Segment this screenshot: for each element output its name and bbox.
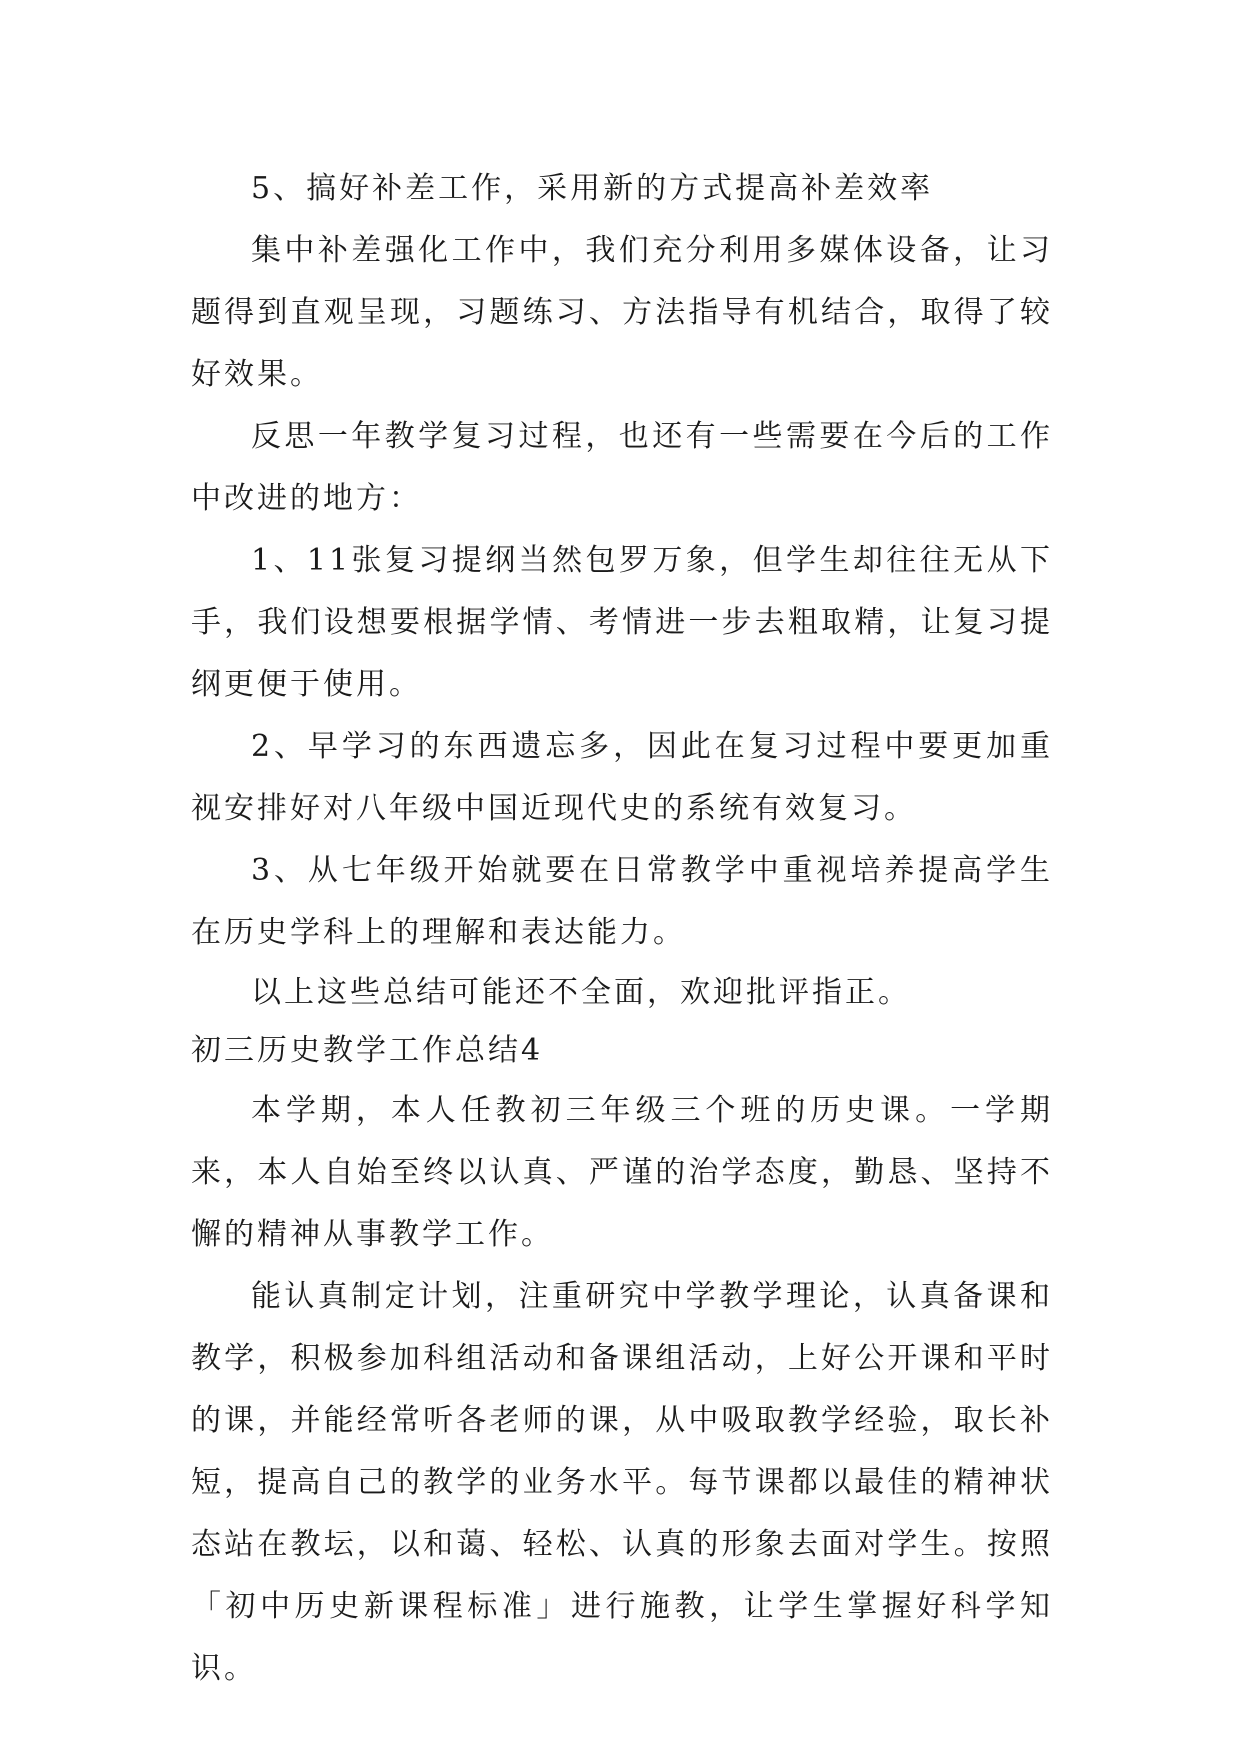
paragraph-reflection-1: 1、11张复习提纲当然包罗万象，但学生却往往无从下手，我们设想要根据学情、考情进一步去粗取精，让复习提纲更便于使用。	[191, 543, 1053, 702]
paragraph-remedial-work: 集中补差强化工作中，我们充分利用多媒体设备，让习题得到直观呈现，习题练习、方法指导有机结合，取得了较好效果。	[191, 233, 1053, 392]
paragraph-summary-intro: 本学期，本人任教初三年级三个班的历史课。一学期来，本人自始至终以认真、严谨的治学态度，勤恳、坚持不懈的精神从事教学工作。	[191, 1093, 1053, 1252]
paragraph-reflection-intro: 反思一年教学复习过程，也还有一些需要在今后的工作中改进的地方：	[191, 419, 1053, 516]
paragraph-summary-body: 能认真制定计划，注重研究中学教学理论，认真备课和教学，积极参加科组活动和备课组活动，上好公开课和平时的课，并能经常听各老师的课，从中吸取教学经验，取长补短，提高自己的教学的业务水平。每节课都以最佳的精神状态站在教坛，以和蔼、轻松、认真的形象去面对学生。按照「初中历史新课程标准」进行施教，让学生掌握好科学知识。	[191, 1279, 1053, 1686]
paragraph-closing: 以上这些总结可能还不全面，欢迎批评指正。	[251, 975, 911, 1010]
paragraph-item-5: 5、搞好补差工作，采用新的方式提高补差效率	[251, 171, 934, 206]
section-title: 初三历史教学工作总结4	[191, 1033, 544, 1068]
document-page	[191, 158, 1053, 1700]
paragraph-reflection-2: 2、早学习的东西遗忘多，因此在复习过程中要更加重视安排好对八年级中国近现代史的系统有效复习。	[191, 729, 1053, 826]
paragraph-reflection-3: 3、从七年级开始就要在日常教学中重视培养提高学生在历史学科上的理解和表达能力。	[191, 853, 1053, 950]
